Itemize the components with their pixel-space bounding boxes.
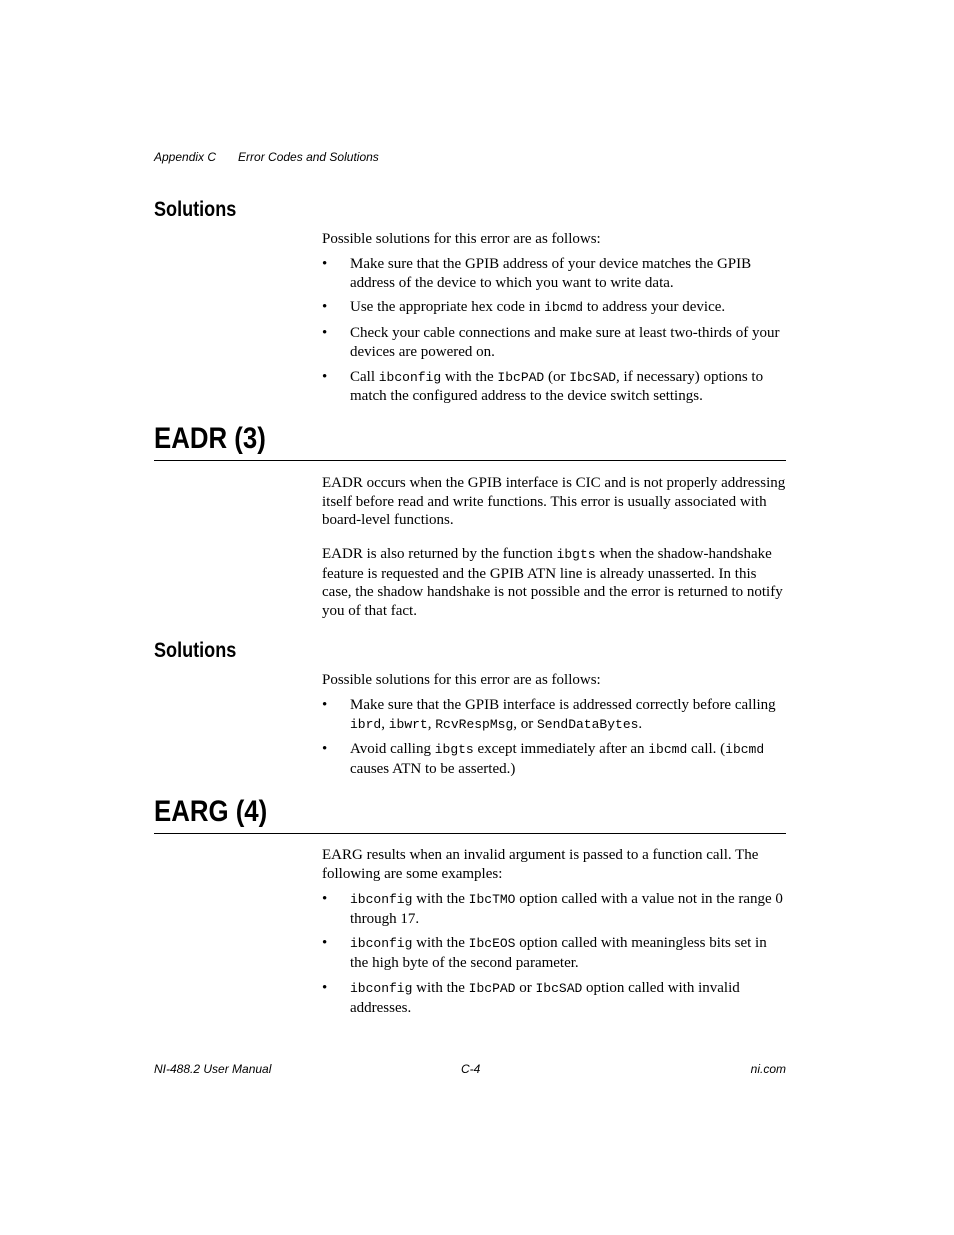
earg-title: EARG (4) [154, 795, 268, 828]
section-rule [154, 833, 786, 834]
earg-list [322, 890, 786, 1023]
code-ibcpad: IbcPAD [497, 369, 545, 385]
list-item: • Use the appropriate hex code in ibcmd to address your device. [322, 299, 726, 316]
code-ibcsad: IbcSAD [569, 369, 617, 385]
code-ibconfig: ibconfig [350, 980, 413, 996]
earg-intro: EARG results when an invalid argument is passed to a function call. The following are some examples: [322, 847, 759, 882]
bullet: • [322, 979, 328, 996]
solutions-list-1 [322, 255, 786, 412]
code-ibgts: ibgts [556, 547, 596, 562]
bullet: • [322, 741, 328, 758]
list-item: • Check your cable connections and make sure at least two-thirds of your devices are powered on. [322, 325, 780, 360]
code-ibconfig: ibconfig [350, 892, 413, 907]
bullet: • [322, 935, 328, 952]
list-item: • ibconfig with the IbcPAD or IbcSAD option called with invalid addresses. [322, 979, 740, 1016]
list-item: • Make sure that the GPIB interface is addressed correctly before calling ibrd, ibwrt, RcvRespMsg, or SendDataBytes. [322, 697, 776, 732]
solutions-heading-1: Solutions [154, 198, 237, 221]
code-ibctmo: IbcTMO [468, 892, 516, 907]
list-item: • Make sure that the GPIB address of your device matches the GPIB address of the device to which you want to write data. [322, 256, 752, 291]
code-ibgts: ibgts [434, 742, 474, 758]
bullet: • [322, 299, 328, 316]
code-ibcpad: IbcPAD [468, 980, 516, 996]
list-item: • ibconfig with the IbcTMO option called with a value not in the range 0 through 17. [322, 891, 783, 927]
bullet: • [322, 891, 328, 907]
solutions-intro-1: Possible solutions for this error are as follows: [322, 231, 601, 247]
code-ibwrt: ibwrt [388, 716, 428, 732]
code-rcvrespmsg: RcvRespMsg [435, 716, 514, 732]
code-ibcmd: ibcmd [648, 742, 688, 758]
solutions-list-2 [322, 696, 786, 785]
code-ibconfig: ibconfig [350, 936, 413, 952]
manual-name: NI-488.2 User Manual [154, 1062, 272, 1076]
eadr-title: EADR (3) [154, 422, 266, 455]
site-link[interactable]: ni.com [750, 1062, 786, 1076]
bullet: • [322, 368, 328, 385]
code-ibrd: ibrd [350, 716, 382, 732]
bullet: • [322, 256, 328, 272]
code-ibcmd: ibcmd [544, 300, 584, 316]
eadr-paragraph-2: EADR is also returned by the function ibgts when the shadow-handshake feature is requested and the GPIB ATN line is already unasserted. In this case, the shadow handshake is not possible and the error is returned to notify you of that fact. [322, 546, 783, 620]
page-number: C-4 [461, 1062, 481, 1076]
appendix-label: Appendix C [154, 150, 217, 164]
list-item: • ibconfig with the IbcEOS option called with meaningless bits set in the high byte of the second parameter. [322, 935, 767, 972]
solutions-heading-2: Solutions [154, 639, 237, 662]
bullet: • [322, 697, 328, 713]
code-ibconfig: ibconfig [378, 369, 442, 385]
chapter-title: Error Codes and Solutions [238, 150, 379, 164]
bullet: • [322, 325, 328, 342]
code-ibceos: IbcEOS [468, 936, 516, 952]
list-item: • Call ibconfig with the IbcPAD (or IbcSAD, if necessary) options to match the configured address to the device switch settings. [322, 368, 764, 405]
solutions-intro-2: Possible solutions for this error are as follows: [322, 672, 601, 688]
code-ibcmd: ibcmd [725, 742, 765, 758]
section-rule [154, 460, 786, 461]
running-header [154, 150, 379, 164]
code-ibcsad: IbcSAD [535, 980, 583, 996]
eadr-paragraph-1: EADR occurs when the GPIB interface is CIC and is not properly addressing itself before read and write functions. This error is usually associated with board-level functions. [322, 475, 786, 529]
code-senddatabytes: SendDataBytes [537, 716, 639, 732]
list-item: • Avoid calling ibgts except immediately after an ibcmd call. (ibcmd causes ATN to be asserted.) [322, 741, 765, 778]
